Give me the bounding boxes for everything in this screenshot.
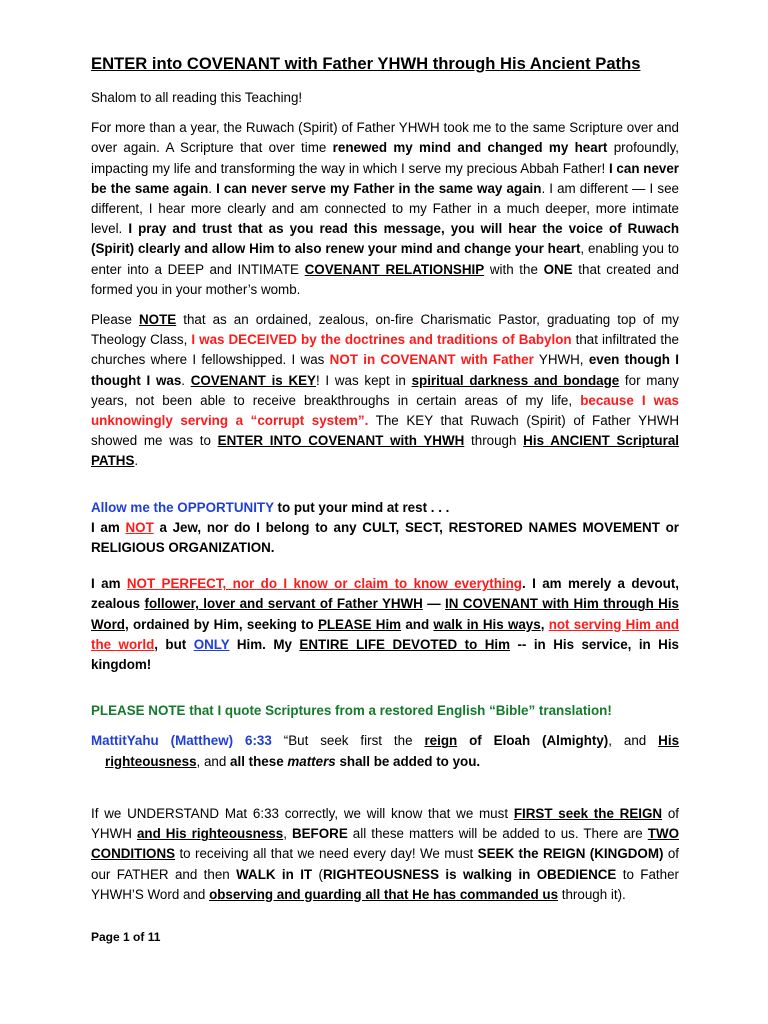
paragraph-understanding: If we UNDERSTAND Mat 6:33 correctly, we will know that we must FIRST seek the REIGN of YHWH and His righteousness, BEFORE all these matters will be added to us. There are TWO CONDITIONS to receiving all that we need every day! We must SEEK the REIGN (KINGDOM) of our FATHER and then WALK in IT (RIGHTEOUSNESS is walking in OBEDIENCE to Father YHWH’S Word and observing and guarding all that He has commanded us through it).: [91, 805, 679, 902]
paragraph-not-perfect: I am NOT PERFECT, nor do I know or claim to know everything. I am merely a devout, zealous follower, lover and servant of Father YHWH — IN COVENANT with Him through His Word, ordained by Him, seeking to PLEASE Him and walk in His ways, not serving Him and the world, but ONLY Him. My ENTIRE LIFE DEVOTED to Him -- in His service, in His kingdom!: [91, 576, 680, 673]
page-number: 1: [123, 930, 130, 944]
page-title: ENTER into COVENANT with Father YHWH through His Ancient Paths: [91, 54, 641, 73]
document-body: [91, 52, 679, 915]
page-footer: Page 1 of 11: [91, 930, 161, 944]
greeting: Shalom to all reading this Teaching!: [91, 90, 303, 105]
paragraph-opportunity: Allow me the OPPORTUNITY to put your mind at rest . . . I am NOT a Jew, nor do I belong to any CULT, SECT, RESTORED NAMES MOVEMENT or RELIGIOUS ORGANIZATION.: [91, 499, 679, 556]
scripture-verse: MattitYahu (Matthew) 6:33 “But seek first the reign of Eloah (Almighty), and His righteousness, and all these matters shall be added to you.: [91, 733, 680, 769]
paragraph-intro: For more than a year, the Ruwach (Spirit) of Father YHWH took me to the same Scripture over and over again. A Scripture that over time renewed my mind and changed my heart profoundly, impacting my life and transforming the way in which I serve my precious Abbah Father! I can never be the same again. I can never serve my Father in the same way again. I am different — I see different, I hear more clearly and am connected to my Father in a much deeper, more intimate level. I pray and trust that as you read this message, you will hear the voice of Ruwach (Spirit) clearly and allow Him to also renew your mind and change your heart, enabling you to enter into a DEEP and INTIMATE COVENANT RELATIONSHIP with the ONE that created and formed you in your mother’s womb.: [91, 120, 679, 297]
page-total: 11: [147, 930, 161, 944]
paragraph-testimony: Please NOTE that as an ordained, zealous, on-fire Charismatic Pastor, graduating top of my Theology Class, I was DECEIVED by the doctrines and traditions of Babylon that infiltrated the churches where I fellowshipped. I was NOT in COVENANT with Father YHWH, even though I thought I was. COVENANT is KEY! I was kept in spiritual darkness and bondage for many years, not been able to receive breakthroughs in certain areas of my life, because I was unknowingly serving a “corrupt system”. The KEY that Ruwach (Spirit) of Father YHWH showed me was to ENTER INTO COVENANT with YHWH through His ANCIENT Scriptural PATHS.: [91, 312, 680, 469]
translation-note: PLEASE NOTE that I quote Scriptures from a restored English “Bible” translation!: [91, 703, 612, 719]
